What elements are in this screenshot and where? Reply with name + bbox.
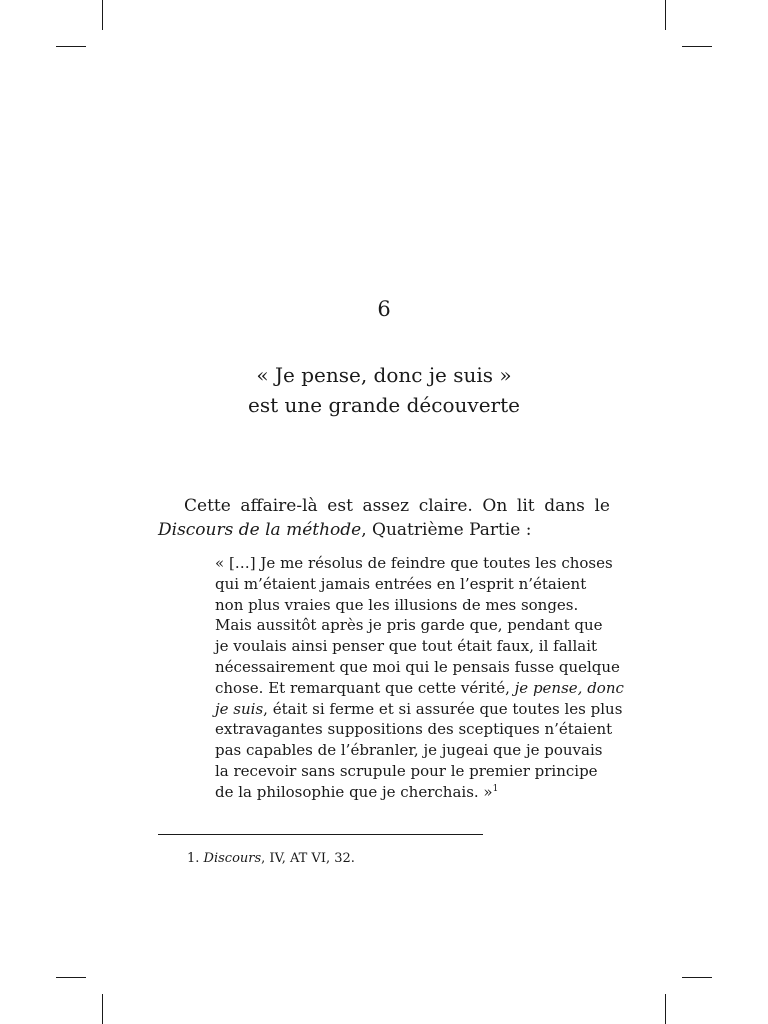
quote-line — [215, 699, 623, 720]
quote-line: « […] Je me résolus de feindre que toutes les choses — [215, 554, 613, 572]
crop-mark-top-right-horizontal — [682, 46, 712, 47]
chapter-title-line-1: « Je pense, donc je suis » — [256, 363, 512, 387]
chapter-number: 6 — [377, 297, 391, 321]
crop-mark-bottom-right-vertical — [665, 994, 666, 1024]
footnote-source-title: Discours — [203, 851, 262, 866]
quote-line: la recevoir sans scrupule pour le premier principe — [215, 761, 598, 780]
quote-line-7-text: chose. Et remarquant que cette vérité, — [215, 678, 515, 697]
intro-text-start: Cette affaire-là est assez claire. On lit dans le — [184, 496, 610, 516]
quote-line: qui m’étaient jamais entrées en l’esprit n’étaient — [215, 574, 587, 593]
quote-line: pas capables de l’ébranler, je jugeai que je pouvais — [215, 741, 603, 760]
block-quote — [215, 553, 624, 803]
quote-line: non plus vraies que les illusions de mes songes. — [215, 595, 579, 614]
chapter-title-line-2: est une grande découverte — [248, 393, 520, 417]
crop-mark-bottom-right-horizontal — [682, 977, 712, 978]
book-title: Discours de la méthode — [158, 520, 362, 540]
quote-line-8-text: , était si ferme et si assurée que toutes les plus — [263, 699, 623, 718]
quote-italic-cogito-end: je suis — [215, 699, 264, 718]
footnote-number: 1. — [187, 851, 204, 866]
footnote-reference-text: , IV, AT VI, 32. — [261, 851, 355, 866]
crop-mark-top-left-horizontal — [56, 46, 86, 47]
quote-line: extravagantes suppositions des sceptiques n’étaient — [215, 720, 613, 739]
quote-last-line: de la philosophie que je cherchais. » — [215, 782, 493, 801]
quote-line: je voulais ainsi penser que tout était faux, il fallait — [215, 637, 598, 656]
chapter-title — [0, 360, 768, 420]
crop-mark-top-left-vertical — [102, 0, 103, 30]
quote-italic-cogito: je pense, donc — [514, 678, 624, 697]
intro-paragraph — [158, 494, 610, 542]
quote-line: nécessairement que moi qui le pensais fusse quelque — [215, 657, 620, 676]
crop-mark-top-right-vertical — [665, 0, 666, 30]
quote-line — [215, 678, 624, 699]
intro-text-end: , Quatrième Partie : — [361, 520, 532, 540]
quote-line: Mais aussitôt après je pris garde que, pendant que — [215, 616, 603, 635]
quote-line — [215, 782, 610, 803]
footnote-divider — [158, 834, 483, 835]
crop-mark-bottom-left-vertical — [102, 994, 103, 1024]
footnote — [187, 850, 355, 868]
crop-mark-bottom-left-horizontal — [56, 977, 86, 978]
footnote-reference: 1 — [492, 783, 499, 794]
